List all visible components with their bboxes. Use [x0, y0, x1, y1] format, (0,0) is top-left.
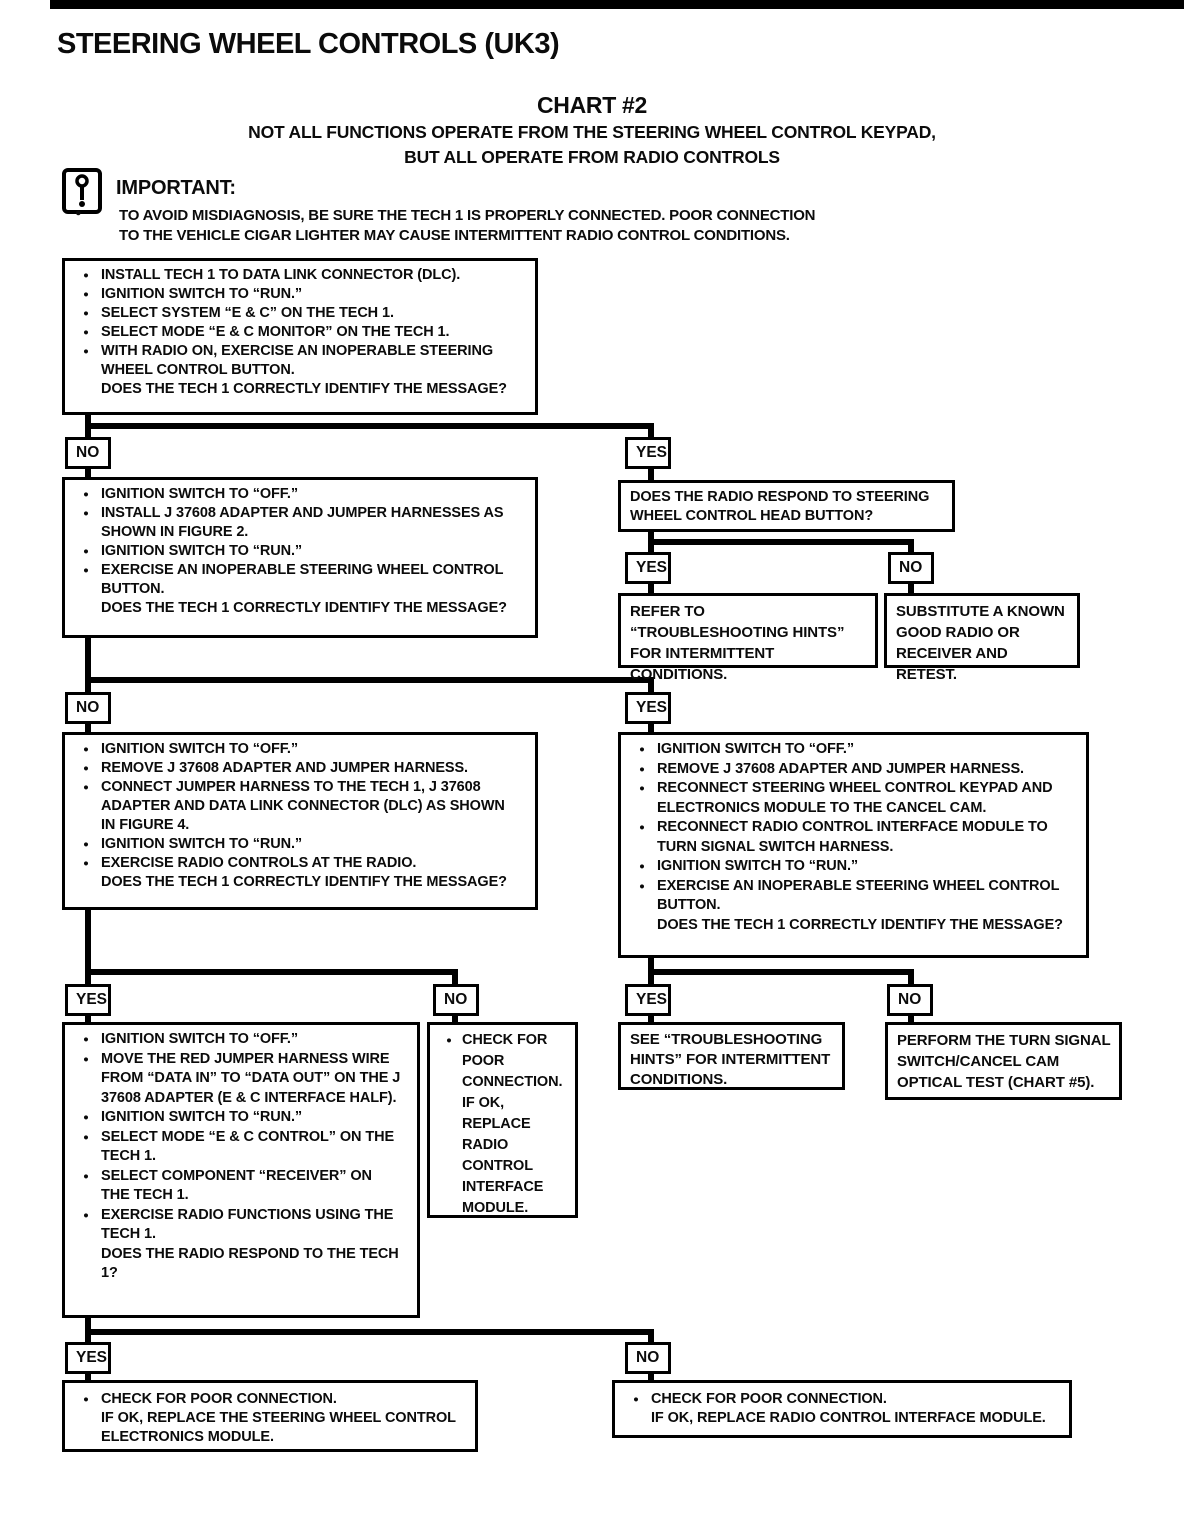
- flow-question: DOES THE RADIO RESPOND TO STEERING WHEEL CONTROL HEAD BUTTON?: [630, 489, 930, 524]
- bullet-icon: ●: [83, 270, 89, 281]
- flow-text: INSTALL J 37608 ADAPTER AND JUMPER HARNESSES AS SHOWN IN FIGURE 2.: [101, 505, 504, 540]
- bullet-icon: ●: [83, 858, 89, 869]
- bullet-icon: ●: [633, 1394, 639, 1405]
- connector-line: [648, 1015, 654, 1022]
- connector-line: [908, 1015, 914, 1022]
- connector-line: [648, 969, 914, 975]
- bullet-icon: ●: [639, 822, 645, 833]
- flow-text: IGNITION SWITCH TO “OFF.”: [101, 486, 299, 502]
- chart-subtitle-1: NOT ALL FUNCTIONS OPERATE FROM THE STEERING WHEEL CONTROL KEYPAD,: [248, 122, 936, 142]
- flow-box-step2-no: [62, 477, 538, 638]
- bullet-icon: ●: [446, 1035, 452, 1046]
- flow-text: IGNITION SWITCH TO “OFF.”: [101, 1031, 299, 1047]
- flow-box-step1: [62, 258, 538, 415]
- page-top-scan-bar: [50, 0, 1184, 9]
- bullet-icon: ●: [83, 546, 89, 557]
- flow-box-check-rcim: [427, 1022, 578, 1218]
- flow-text: RECONNECT STEERING WHEEL CONTROL KEYPAD AND ELECTRONICS MODULE TO THE CANCEL CAM.: [657, 780, 1053, 816]
- flow-text: CHECK FOR POOR CONNECTION.: [651, 1391, 887, 1407]
- bullet-icon: ●: [83, 744, 89, 755]
- yes-label-6: YES: [65, 1342, 111, 1374]
- important-note-line-2: TO THE VEHICLE CIGAR LIGHTER MAY CAUSE INTERMITTENT RADIO CONTROL CONDITIONS.: [119, 227, 790, 244]
- important-note-line-1: TO AVOID MISDIAGNOSIS, BE SURE THE TECH 1 IS PROPERLY CONNECTED. POOR CONNECTION: [119, 207, 816, 224]
- important-label: IMPORTANT:: [116, 177, 236, 199]
- bullet-icon: ●: [83, 346, 89, 357]
- connector-line: [648, 1373, 654, 1380]
- flow-box-step4-yes: [62, 1022, 420, 1318]
- bullet-icon: ●: [639, 880, 645, 892]
- flow-text: SUBSTITUTE A KNOWN GOOD RADIO OR RECEIVER AND RETEST.: [896, 603, 1065, 683]
- flow-question: DOES THE RADIO RESPOND TO THE TECH 1?: [101, 1245, 399, 1281]
- bullet-icon: ●: [83, 1034, 89, 1045]
- connector-line: [85, 1329, 654, 1335]
- flow-question: DOES THE TECH 1 CORRECTLY IDENTIFY THE MESSAGE?: [101, 381, 507, 397]
- bullet-icon: ●: [639, 744, 645, 755]
- flow-text: IGNITION SWITCH TO “RUN.”: [101, 543, 303, 559]
- flow-box-substitute-radio: [884, 593, 1080, 683]
- connector-line: [85, 1373, 91, 1380]
- connector-line: [452, 969, 458, 984]
- flow-text: PERFORM THE TURN SIGNAL SWITCH/CANCEL CAM OPTICAL TEST (CHART #5).: [897, 1032, 1111, 1091]
- connector-line: [648, 583, 654, 593]
- flow-text: IF OK, REPLACE THE STEERING WHEEL CONTROL ELECTRONICS MODULE.: [101, 1410, 456, 1445]
- page-title: STEERING WHEEL CONTROLS (UK3): [57, 28, 560, 60]
- connector-line: [908, 583, 914, 593]
- connector-line: [908, 539, 914, 552]
- bullet-icon: ●: [83, 1209, 89, 1221]
- flow-text: MOVE THE RED JUMPER HARNESS WIRE FROM “DATA IN” TO “DATA OUT” ON THE J 37608 ADAPTER (E & C INTERFACE HALF).: [101, 1050, 401, 1106]
- bullet-icon: ●: [639, 763, 645, 775]
- bullet-icon: ●: [83, 508, 89, 519]
- flow-box-final-no: [612, 1380, 1072, 1438]
- bullet-icon: ●: [83, 1394, 89, 1405]
- important-icon: [62, 168, 102, 214]
- flow-text: CONNECT JUMPER HARNESS TO THE TECH 1, J 37608 ADAPTER AND DATA LINK CONNECTOR (DLC) AS SHOWN IN FIGURE 4.: [101, 779, 505, 833]
- connector-line: [648, 423, 654, 437]
- no-label-5: NO: [887, 984, 933, 1016]
- bullet-icon: ●: [83, 1131, 89, 1143]
- bullet-icon: ●: [83, 1170, 89, 1182]
- flow-text: IGNITION SWITCH TO “RUN.”: [101, 1109, 303, 1125]
- bullet-icon: ●: [83, 565, 89, 576]
- yes-label-2: YES: [625, 552, 671, 584]
- yes-label-5: YES: [625, 984, 671, 1016]
- flow-text: SEE “TROUBLESHOOTING HINTS” FOR INTERMITTENT CONDITIONS.: [630, 1031, 831, 1088]
- flow-text: IF OK, REPLACE RADIO CONTROL INTERFACE MODULE.: [651, 1410, 1046, 1426]
- flow-question: DOES THE TECH 1 CORRECTLY IDENTIFY THE MESSAGE?: [101, 600, 507, 616]
- connector-line: [85, 969, 458, 975]
- flow-text: SELECT MODE “E & C CONTROL” ON THE TECH 1.: [101, 1128, 395, 1164]
- no-label-1: NO: [65, 437, 111, 469]
- bullet-icon: ●: [83, 289, 89, 300]
- flow-text: INSTALL TECH 1 TO DATA LINK CONNECTOR (DLC).: [101, 267, 461, 283]
- connector-line: [648, 468, 654, 480]
- connector-line: [648, 723, 654, 732]
- flow-text: REMOVE J 37608 ADAPTER AND JUMPER HARNESS.: [657, 760, 1024, 777]
- flow-question: DOES THE TECH 1 CORRECTLY IDENTIFY THE MESSAGE?: [657, 916, 1063, 933]
- flow-text: REFER TO “TROUBLESHOOTING HINTS” FOR INTERMITTENT CONDITIONS.: [630, 603, 845, 683]
- flow-box-radio-respond: [618, 480, 955, 532]
- flow-text: IGNITION SWITCH TO “RUN.”: [101, 836, 303, 852]
- exclamation-icon: [71, 174, 93, 208]
- flow-question: DOES THE TECH 1 CORRECTLY IDENTIFY THE MESSAGE?: [101, 874, 507, 890]
- bullet-icon: ●: [83, 1112, 89, 1123]
- yes-label-1: YES: [625, 437, 671, 469]
- bullet-icon: ●: [83, 763, 89, 774]
- flow-text: EXERCISE RADIO FUNCTIONS USING THE TECH 1.: [101, 1206, 394, 1242]
- flow-text: IGNITION SWITCH TO “RUN.”: [101, 286, 303, 302]
- bullet-icon: ●: [83, 782, 89, 793]
- no-label-6: NO: [625, 1342, 671, 1374]
- yes-label-3: YES: [625, 692, 671, 724]
- connector-line: [85, 677, 654, 683]
- connector-line: [85, 638, 91, 692]
- bullet-icon: ●: [83, 489, 89, 500]
- bullet-icon: ●: [83, 327, 89, 338]
- chart-title: CHART #2: [536, 92, 648, 118]
- flow-text: CHECK FOR POOR CONNECTION.: [101, 1391, 337, 1407]
- connector-line: [908, 969, 914, 984]
- flow-text: EXERCISE RADIO CONTROLS AT THE RADIO.: [101, 855, 417, 871]
- flow-text: IGNITION SWITCH TO “RUN.”: [657, 858, 859, 874]
- flow-box-step3-yes: [618, 732, 1089, 958]
- flow-text: RECONNECT RADIO CONTROL INTERFACE MODULE TO TURN SIGNAL SWITCH HARNESS.: [657, 819, 1048, 855]
- note-bullet-icon: ●: [75, 207, 82, 219]
- connector-line: [85, 423, 654, 429]
- flow-text: EXERCISE AN INOPERABLE STEERING WHEEL CONTROL BUTTON.: [101, 562, 504, 597]
- flow-box-step3-no: [62, 732, 538, 910]
- flow-text: IGNITION SWITCH TO “OFF.”: [657, 741, 855, 757]
- connector-line: [648, 539, 914, 545]
- flow-text: EXERCISE AN INOPERABLE STEERING WHEEL CONTROL BUTTON.: [657, 877, 1060, 913]
- yes-label-4: YES: [65, 984, 111, 1016]
- no-label-4: NO: [433, 984, 479, 1016]
- flow-box-final-yes: [62, 1380, 478, 1452]
- chart-subtitle-2: BUT ALL OPERATE FROM RADIO CONTROLS: [404, 147, 780, 167]
- bullet-icon: ●: [639, 861, 645, 872]
- no-label-2: NO: [888, 552, 934, 584]
- no-label-3: NO: [65, 692, 111, 724]
- flow-text: REMOVE J 37608 ADAPTER AND JUMPER HARNESS.: [101, 760, 468, 776]
- bullet-icon: ●: [639, 783, 645, 794]
- flow-box-refer-hints: [618, 593, 878, 683]
- flow-text: IGNITION SWITCH TO “OFF.”: [101, 741, 299, 757]
- flow-text: SELECT SYSTEM “E & C” ON THE TECH 1.: [101, 305, 394, 321]
- connector-line: [85, 468, 91, 477]
- bullet-icon: ●: [83, 308, 89, 319]
- flow-text: SELECT MODE “E & C MONITOR” ON THE TECH 1.: [101, 324, 450, 340]
- connector-line: [85, 1015, 91, 1022]
- flow-box-see-hints: [618, 1022, 845, 1090]
- flow-text: WITH RADIO ON, EXERCISE AN INOPERABLE STEERING WHEEL CONTROL BUTTON.: [101, 343, 494, 378]
- flow-text: SELECT COMPONENT “RECEIVER” ON THE TECH 1.: [101, 1167, 372, 1203]
- bullet-icon: ●: [83, 839, 89, 850]
- connector-line: [85, 723, 91, 732]
- flow-text: CHECK FOR POOR CONNECTION. IF OK, REPLACE RADIO CONTROL INTERFACE MODULE.: [462, 1032, 563, 1216]
- connector-line: [648, 1329, 654, 1342]
- flow-box-optical-test: [885, 1022, 1122, 1100]
- bullet-icon: ●: [83, 1053, 89, 1065]
- connector-line: [452, 1015, 458, 1022]
